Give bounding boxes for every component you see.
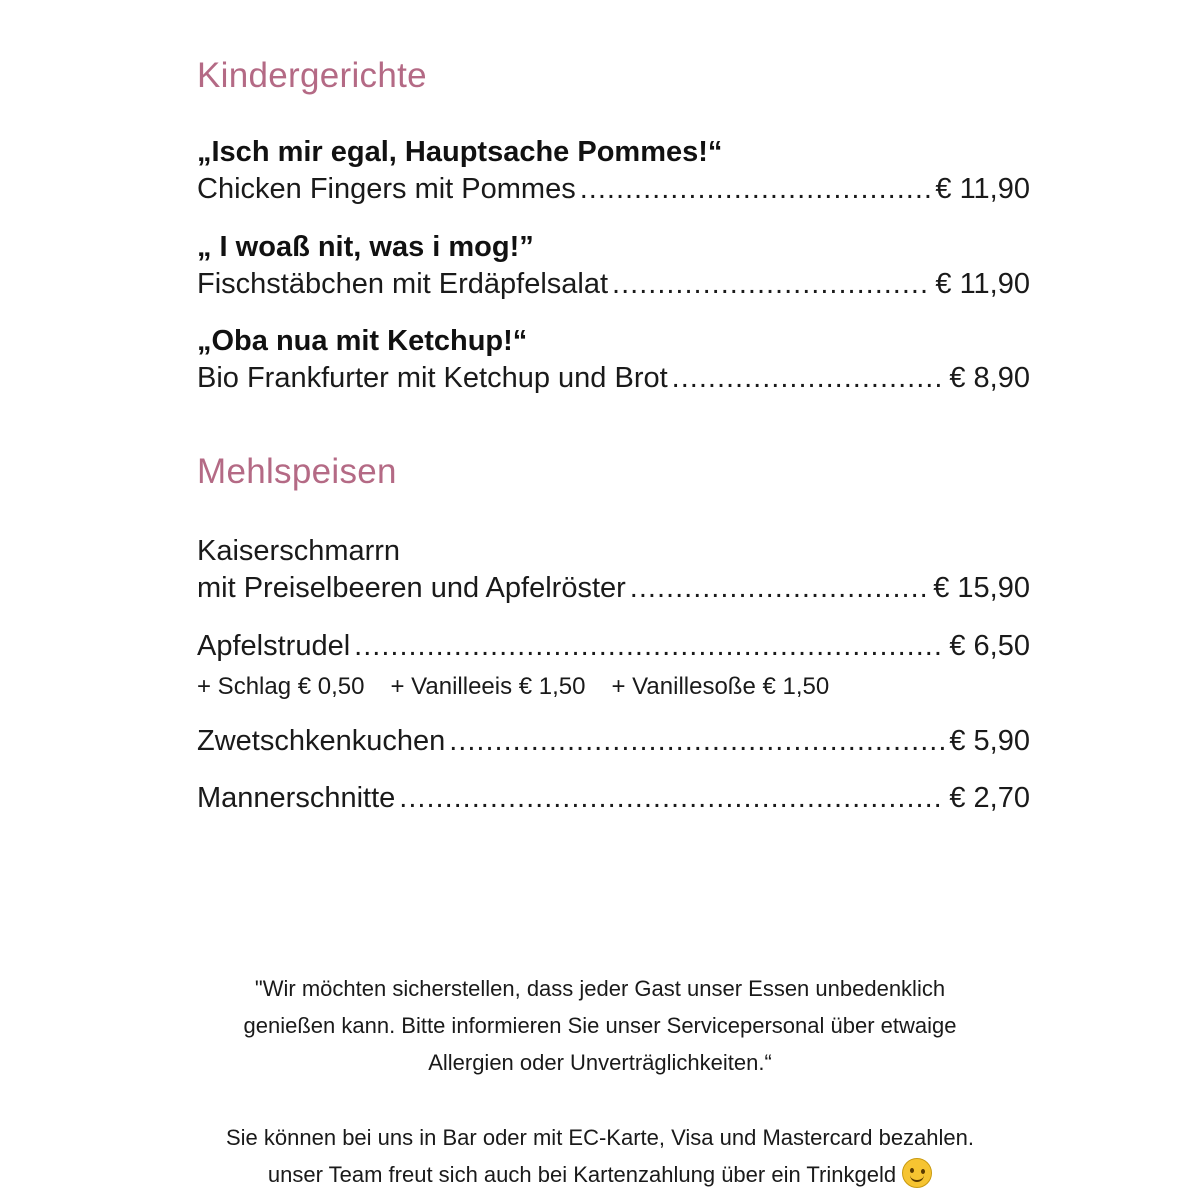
- menu-item-description: Chicken Fingers mit Pommes: [197, 173, 576, 205]
- dot-leader: [399, 782, 945, 815]
- menu-item-description: Bio Frankfurter mit Ketchup und Brot: [197, 362, 668, 394]
- menu-item-name: „ I woaß nit, was i mog!”: [197, 231, 534, 263]
- dot-leader: [672, 362, 946, 395]
- menu-item-name: „Oba nua mit Ketchup!“: [197, 325, 528, 357]
- dot-leader: [630, 572, 929, 605]
- payment-notice: [200, 1119, 1000, 1193]
- menu-item-price: € 2,70: [949, 782, 1030, 814]
- dot-leader: [354, 630, 945, 663]
- payment-notice-line: Sie können bei uns in Bar oder mit EC-Karte, Visa und Mastercard bezahlen.: [226, 1125, 974, 1150]
- menu-item-price: € 11,90: [935, 173, 1030, 205]
- menu-item-description: mit Preiselbeeren und Apfelröster: [197, 572, 626, 604]
- menu-item-price: € 5,90: [949, 725, 1030, 757]
- allergy-notice-line: genießen kann. Bitte informieren Sie unser Servicepersonal über etwaige: [243, 1013, 957, 1038]
- winking-smiley-icon: [902, 1158, 932, 1188]
- menu-item-line: [197, 630, 1030, 663]
- dot-leader: [580, 173, 932, 206]
- section-title-kindergerichte: Kindergerichte: [197, 56, 427, 95]
- payment-notice-text: unser Team freut sich auch bei Kartenzahlung über ein Trinkgeld: [267, 1162, 897, 1187]
- extra-option: + Schlag € 0,50: [197, 673, 365, 700]
- menu-item-line: [197, 782, 1030, 815]
- extra-option: + Vanilleeis € 1,50: [390, 673, 586, 700]
- payment-notice-line-2: [200, 1156, 1000, 1193]
- menu-item-line: [197, 268, 1030, 301]
- menu-item-price: € 11,90: [935, 268, 1030, 300]
- menu-item-line: [197, 572, 1030, 605]
- menu-item-line: [197, 173, 1030, 206]
- menu-item-name: Kaiserschmarrn: [197, 535, 401, 567]
- menu-item-price: € 8,90: [949, 362, 1030, 394]
- extra-option: + Vanillesoße € 1,50: [611, 673, 830, 700]
- menu-item-extras: [197, 673, 829, 701]
- section-title-mehlspeisen: Mehlspeisen: [197, 452, 397, 491]
- allergy-notice: [200, 970, 1000, 1081]
- menu-item-name: Zwetschkenkuchen: [197, 725, 446, 757]
- menu-item-name: „Isch mir egal, Hauptsache Pommes!“: [197, 136, 723, 168]
- menu-item-line: [197, 725, 1030, 758]
- menu-item-description: Fischstäbchen mit Erdäpfelsalat: [197, 268, 609, 300]
- menu-item-price: € 15,90: [933, 572, 1030, 604]
- dot-leader: [449, 725, 945, 758]
- menu-item-name: Mannerschnitte: [197, 782, 396, 814]
- menu-item-line: [197, 362, 1030, 395]
- menu-item-price: € 6,50: [949, 630, 1030, 662]
- menu-item-name: Apfelstrudel: [197, 630, 351, 662]
- allergy-notice-line: "Wir möchten sicherstellen, dass jeder Gast unser Essen unbedenklich: [254, 976, 946, 1001]
- allergy-notice-line: Allergien oder Unverträglichkeiten.“: [428, 1050, 772, 1075]
- dot-leader: [612, 268, 931, 301]
